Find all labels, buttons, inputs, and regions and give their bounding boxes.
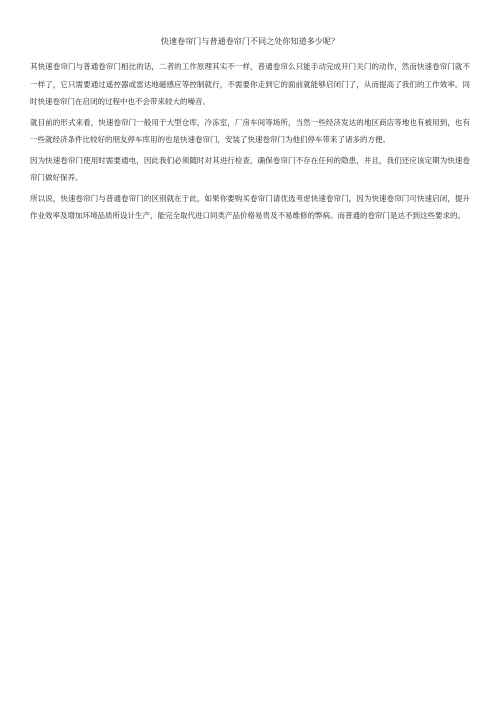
- paragraph-2: 就目前的形式来看，快速卷帘门一般用于大型仓库，冷冻室，厂房车间等场所，当然一些经济发达的地区商店等地也有被用到，也有一些就经济条件比较好的朋友停车库用的也是快速卷帘门，安装了快速卷帘门为他们停车带来了诸多的方便。: [30, 117, 470, 144]
- document-page: [30, 34, 470, 228]
- document-title: 快速卷帘门与普通卷帘门不同之处你知道多少呢？: [160, 37, 340, 46]
- paragraph-3: 因为快速卷帘门使用时需要通电，因此我们必须随时对其进行检查，确保卷帘门不存在任何的隐患，并且，我们还应该定期为快速卷帘门做好保养。: [30, 155, 470, 182]
- paragraph-1: 其快速卷帘门与普通卷帘门相比的话，二者的工作原理其实不一样，普通卷帘么只能手动完成开门关门的动作，然而快速卷帘门就不一样了，它只需要通过遥控器或雷达地磁感应等控制就行，不需要你走到它的面前就能够启闭门了，从而提高了我们的工作效率。同时快速卷帘门在启闭的过程中也不会带来较大的噪音。: [30, 62, 470, 106]
- paragraph-4: 所以说，快速卷帘门与普通卷帘门的区别就在于此，如果你要购买卷帘门请优选考虑快速卷帘门，因为快速卷帘门可快速启闭，提升作业效率及增加环境品质所设计生产，能完全取代进口同类产品价格易贵及不易维修的弊病。而普通的卷帘门是达不到这些要求的。: [30, 193, 470, 220]
